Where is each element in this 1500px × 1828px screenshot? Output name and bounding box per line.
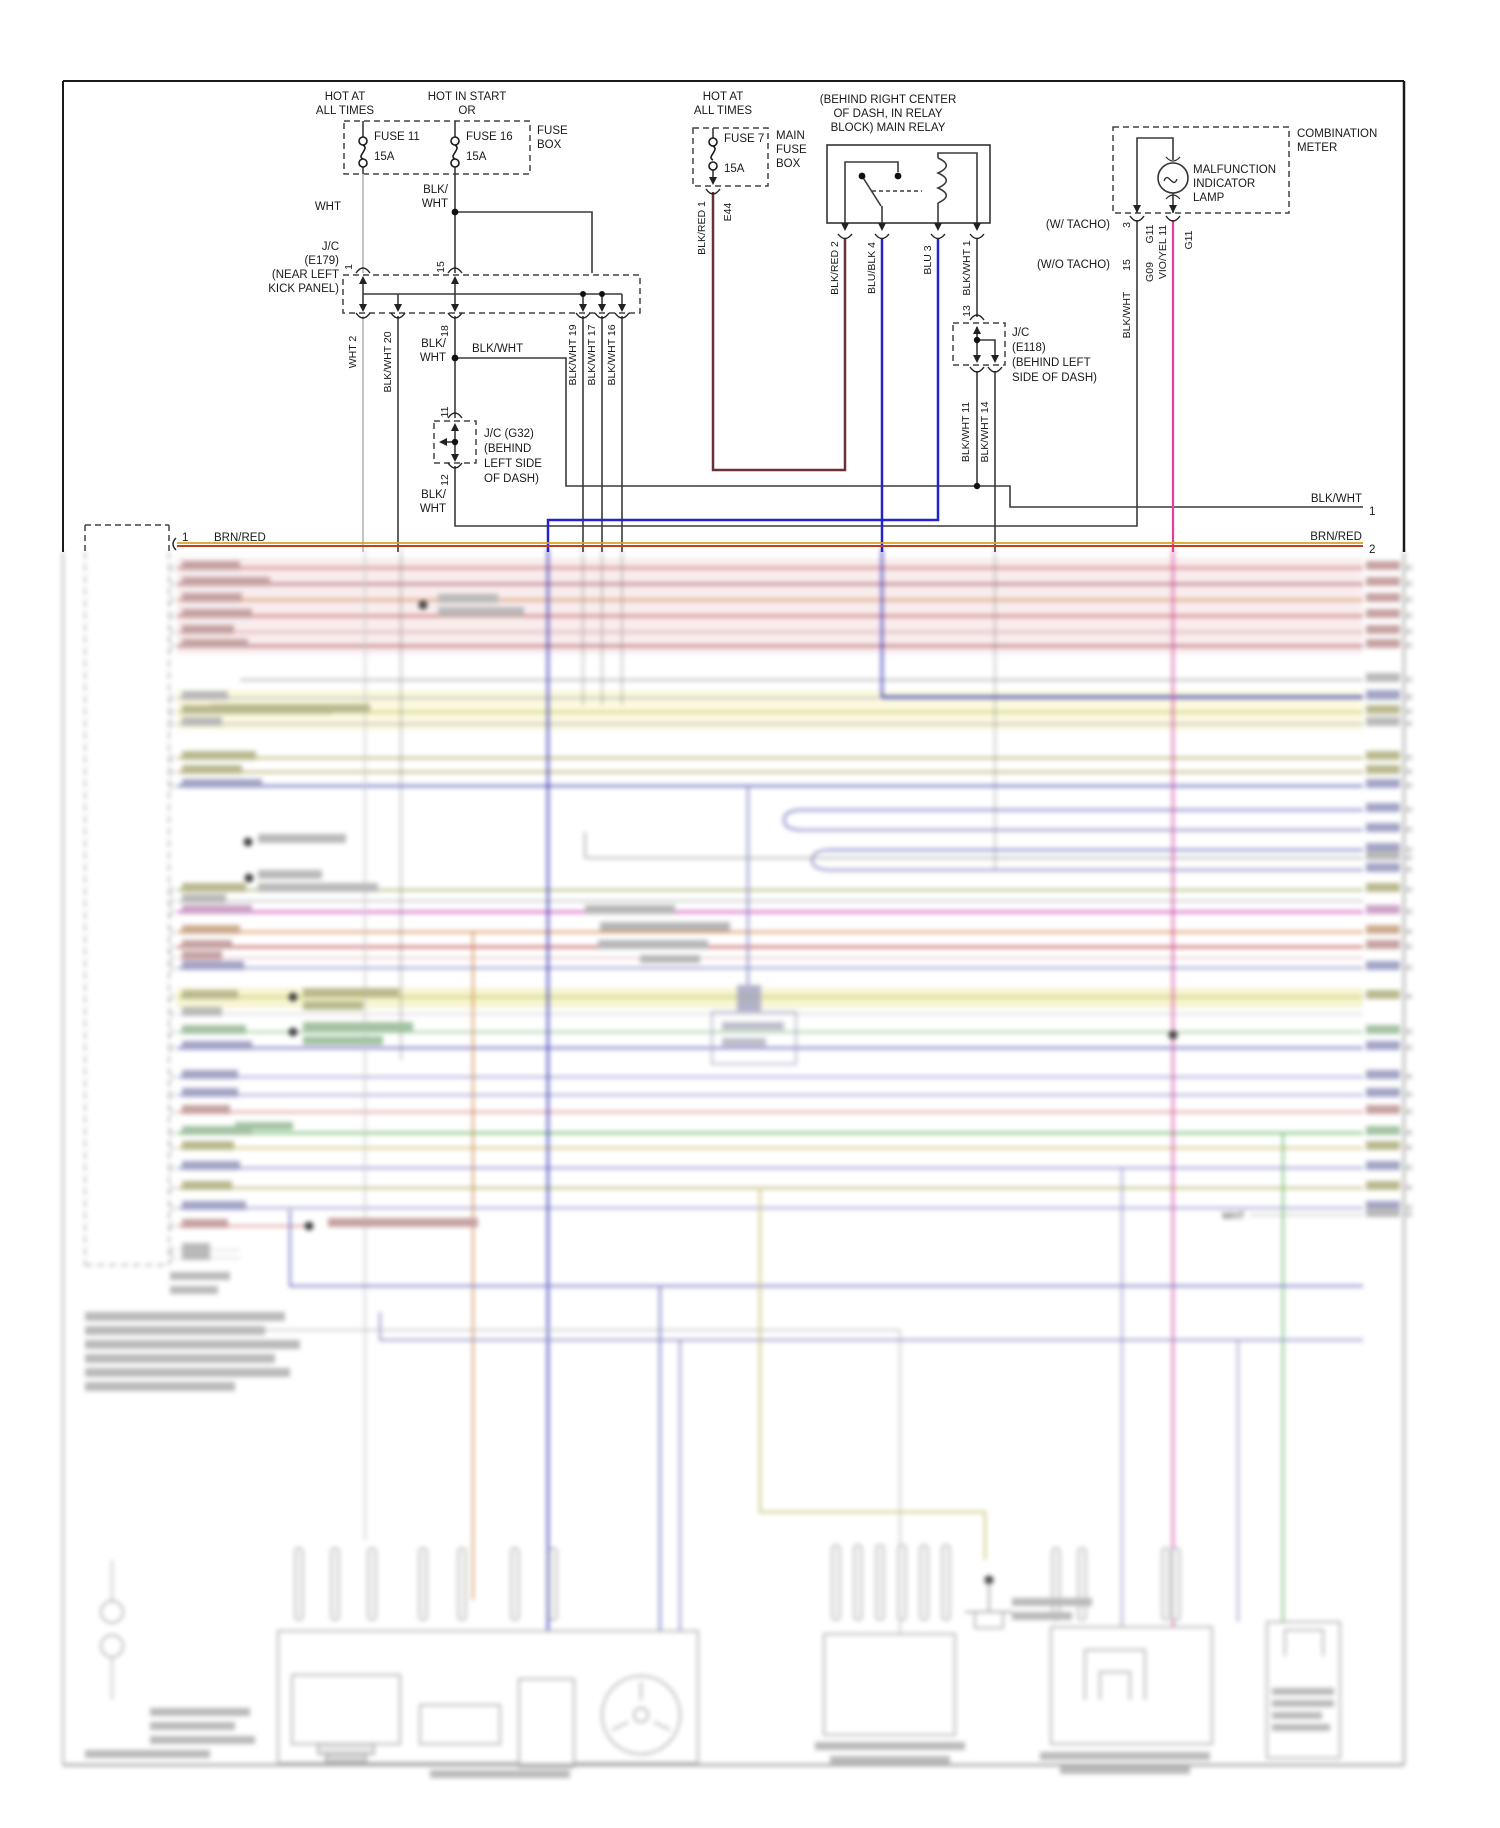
blkwht-label-b1: BLK/	[421, 338, 446, 350]
pin-1-end: 1	[1369, 506, 1376, 518]
jc-e118-line1: J/C	[1012, 327, 1030, 339]
blkwht-label-a1: BLK/	[423, 184, 448, 196]
g11-right-label: G11	[1183, 230, 1195, 250]
fuse-11-symbol	[359, 137, 367, 167]
meter-label: METER	[1297, 142, 1338, 154]
blk-red-1-label: BLK/RED 1	[696, 201, 708, 255]
blk-wht-20-label: BLK/WHT 20	[382, 331, 394, 393]
g09-label: G09	[1144, 262, 1156, 282]
hot-at-all-times-left-1: HOT AT	[324, 91, 366, 103]
brn-red-right-label: BRN/RED	[1310, 531, 1362, 543]
jc-e118-line3: (BEHIND LEFT	[1012, 357, 1091, 369]
jc-e179-line1: J/C	[321, 241, 339, 253]
fuse7-label: FUSE 7	[724, 133, 765, 145]
blu-blk-4-label: BLU/BLK 4	[866, 242, 878, 294]
jc-e179-line2: (E179)	[304, 255, 339, 267]
g11-left-label: G11	[1144, 224, 1156, 244]
main-fuse-box-1: MAIN	[776, 130, 805, 142]
hot-at-all-times-right-2: ALL TIMES	[693, 105, 753, 117]
blk-wht-meter-label: BLK/WHT	[1121, 291, 1133, 339]
fuse-7-symbol	[709, 138, 717, 170]
combination-label: COMBINATION	[1297, 128, 1378, 140]
fuse-16-symbol	[451, 137, 459, 167]
main-relay-line1: (BEHIND RIGHT CENTER	[819, 94, 957, 106]
jc-e179-line3: (NEAR LEFT	[271, 269, 339, 281]
main-relay-line2: OF DASH, IN RELAY	[833, 108, 943, 120]
wo-tacho-label: (W/O TACHO)	[1036, 259, 1110, 271]
fuse16-amps: 15A	[466, 151, 487, 163]
e44-label: E44	[722, 202, 734, 222]
blk-wht-19-label: BLK/WHT 19	[567, 324, 579, 386]
pin-12: 12	[439, 474, 451, 486]
blkwht-label-c1: BLK/	[421, 489, 446, 501]
brn-red-left-label: BRN/RED	[214, 532, 266, 544]
faded-wht-label: WHT	[1222, 1211, 1245, 1222]
fuse11-label: FUSE 11	[374, 131, 420, 143]
main-fuse-box-2: FUSE	[776, 144, 807, 156]
jc-e118-line4: SIDE OF DASH)	[1012, 372, 1097, 384]
blk-wht-17-label: BLK/WHT 17	[586, 324, 598, 386]
blu-3-wire	[548, 238, 938, 552]
blk-red-wires	[713, 192, 845, 470]
pin-15: 15	[435, 261, 447, 273]
blkwht-label-c2: WHT	[419, 503, 446, 515]
pin-15-meter: 15	[1121, 259, 1133, 271]
hot-at-all-times-left-2: ALL TIMES	[315, 105, 375, 117]
pin-3: 3	[1121, 222, 1133, 228]
jc-e179-line4: KICK PANEL)	[268, 283, 339, 295]
mil-lamp-icon	[1158, 163, 1188, 193]
hot-at-all-times-right-1: HOT AT	[702, 91, 744, 103]
main-fuse-box-3: BOX	[776, 158, 801, 170]
fuse7-amps: 15A	[724, 163, 745, 175]
fuse16-label: FUSE 16	[466, 131, 513, 143]
mil-line2: INDICATOR	[1193, 178, 1256, 190]
blk-red-2-label: BLK/RED 2	[829, 241, 841, 295]
hot-in-start-1: HOT IN START	[427, 91, 507, 103]
fuse-box	[344, 121, 530, 174]
main-relay-line3: BLOCK) MAIN RELAY	[830, 122, 946, 134]
hot-in-start-2: OR	[458, 105, 476, 117]
wht-2-label: WHT 2	[347, 335, 359, 369]
page-frame	[63, 81, 1404, 552]
junction-dots	[452, 173, 981, 490]
fuse11-amps: 15A	[374, 151, 395, 163]
component-outlines	[827, 145, 1188, 223]
blu-3-label: BLU 3	[922, 245, 934, 275]
jc-g32-line3: LEFT SIDE	[484, 458, 542, 470]
mil-filament	[1164, 178, 1177, 183]
blk-wht-14-label: BLK/WHT 14	[979, 401, 991, 463]
vio-yel-11-label: VIO/YEL 11	[1157, 224, 1169, 280]
mil-line3: LAMP	[1193, 192, 1225, 204]
jc-g32-line1: J/C (G32)	[484, 428, 534, 440]
wht-label: WHT	[314, 201, 341, 213]
blk-wht-branch-label: BLK/WHT	[472, 343, 524, 355]
blk-wht-11-label: BLK/WHT 11	[960, 401, 972, 463]
jc-g32-line2: (BEHIND	[484, 443, 532, 455]
blk-wht-1-label: BLK/WHT 1	[961, 240, 973, 296]
blk-wht-end-label: BLK/WHT	[1310, 493, 1362, 505]
pin-1-left: 1	[182, 532, 189, 544]
pin-18: 18	[439, 325, 451, 337]
pin-13: 13	[961, 305, 973, 317]
dashed-boxes	[85, 121, 1289, 552]
jc-g32-line4: OF DASH)	[484, 473, 539, 485]
fuse-box-label-2: BOX	[537, 139, 562, 151]
pin-1: 1	[343, 264, 355, 270]
w-tacho-label: (W/ TACHO)	[1045, 219, 1110, 231]
blk-wht-16-label: BLK/WHT 16	[606, 324, 618, 386]
pin-2-end: 2	[1369, 544, 1376, 556]
blu-wires	[548, 238, 938, 552]
brn-red-wire	[177, 543, 1363, 546]
main-relay-box	[827, 145, 990, 223]
blkwht-label-a2: WHT	[421, 198, 448, 210]
blkwht-label-b2: WHT	[419, 352, 446, 364]
fuse-box-label-1: FUSE	[537, 125, 568, 137]
pin-11: 11	[439, 406, 451, 418]
mil-line1: MALFUNCTION	[1193, 164, 1277, 176]
jc-e118-line2: (E118)	[1012, 342, 1046, 354]
